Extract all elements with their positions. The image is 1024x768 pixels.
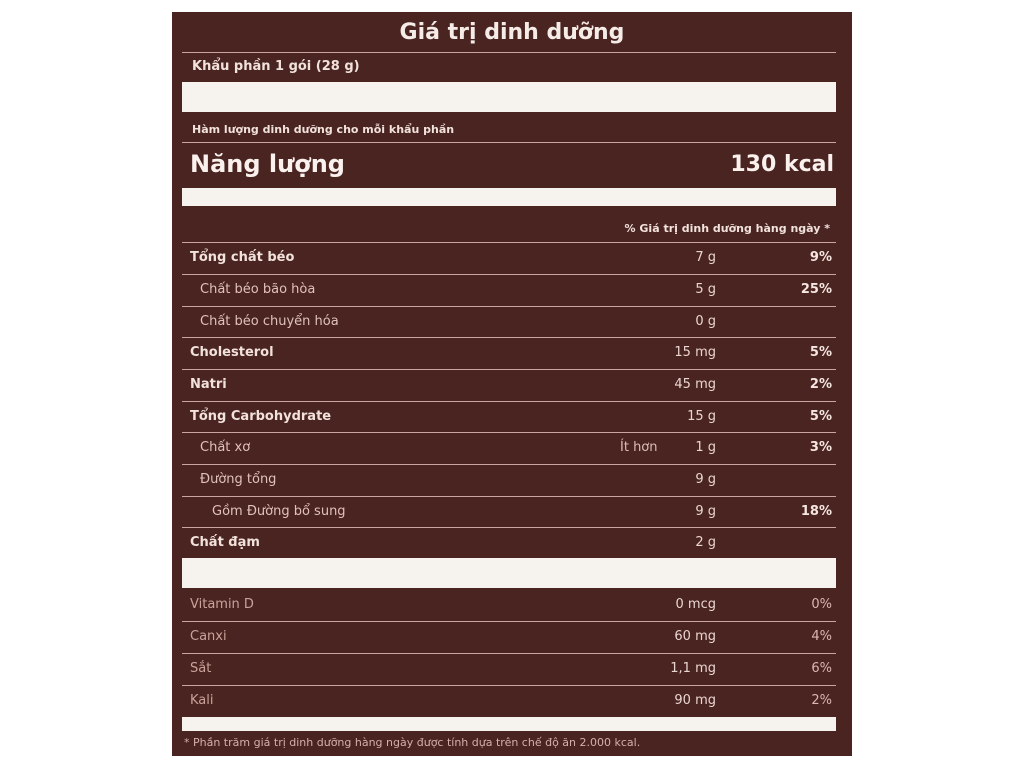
nutrient-dv: 2% <box>809 377 832 392</box>
nutrient-dv: 25% <box>800 282 832 297</box>
nutrient-name: Cholesterol <box>190 345 274 360</box>
energy-value: 130 kcal <box>730 152 834 177</box>
thick-divider <box>182 188 836 206</box>
mineral-amount: 1,1 mg <box>670 661 716 676</box>
nutrient-name: Đường tổng <box>200 472 277 487</box>
divider <box>182 142 836 143</box>
serving-size: Khẩu phần 1 gói (28 g) <box>192 59 360 74</box>
nutrient-amount: 2 g <box>695 535 716 550</box>
nutrient-row-added-sugars <box>182 497 836 528</box>
nutrient-amount: 15 mg <box>674 345 716 360</box>
mineral-amount: 60 mg <box>674 629 716 644</box>
label-title: Giá trị dinh dưỡng <box>399 20 625 45</box>
mineral-dv: 6% <box>811 661 832 676</box>
nutrient-amount: 7 g <box>695 250 716 265</box>
mineral-row-iron <box>182 654 836 685</box>
nutrient-name: Chất xơ <box>200 440 251 455</box>
nutrient-row-sodium <box>182 370 836 401</box>
nutrient-name: Natri <box>190 377 227 392</box>
mineral-amount: 0 mcg <box>675 597 716 612</box>
nutrition-facts-label <box>172 12 852 756</box>
nutrient-dv: 9% <box>809 250 832 265</box>
nutrient-dv: 18% <box>800 504 832 519</box>
nutrient-row-total-carbohydrate <box>182 402 836 433</box>
nutrient-row-total-sugars <box>182 465 836 496</box>
mineral-name: Canxi <box>190 629 227 644</box>
mineral-name: Kali <box>190 693 214 708</box>
nutrient-amount: 0 g <box>695 314 716 329</box>
nutrient-name: Chất đạm <box>190 535 260 550</box>
nutrient-name: Tổng chất béo <box>190 250 295 265</box>
nutrient-row-saturated-fat <box>182 275 836 306</box>
mineral-dv: 2% <box>811 693 832 708</box>
per-serving-text: Hàm lượng dinh dưỡng cho mỗi khẩu phần <box>192 123 455 136</box>
nutrient-row-cholesterol <box>182 338 836 369</box>
nutrient-name: Chất béo chuyển hóa <box>200 314 339 329</box>
daily-value-header: % Giá trị dinh dưỡng hàng ngày * <box>624 222 830 235</box>
nutrient-row-fiber <box>182 433 836 464</box>
nutrient-amount: 1 g <box>695 440 716 455</box>
nutrient-amount: 9 g <box>695 504 716 519</box>
mineral-row-calcium <box>182 622 836 653</box>
nutrient-note: Ít hơn <box>620 440 658 455</box>
thick-divider <box>182 717 836 731</box>
footnote: * Phần trăm giá trị dinh dưỡng hàng ngày được tính dựa trên chế độ ăn 2.000 kcal. <box>184 736 641 749</box>
mineral-amount: 90 mg <box>674 693 716 708</box>
mineral-row-potassium <box>182 686 836 717</box>
nutrient-row-protein <box>182 528 836 559</box>
mineral-name: Sắt <box>190 661 212 676</box>
mineral-name: Vitamin D <box>190 597 254 612</box>
nutrient-row-trans-fat <box>182 307 836 338</box>
mineral-dv: 0% <box>811 597 832 612</box>
nutrient-name: Tổng Carbohydrate <box>190 409 332 424</box>
energy-label: Năng lượng <box>190 150 345 178</box>
thick-divider <box>182 82 836 112</box>
nutrient-name: Gồm Đường bổ sung <box>212 504 346 519</box>
divider <box>182 52 836 53</box>
mineral-row-vitamin-d <box>182 590 836 621</box>
thick-divider <box>182 558 836 588</box>
nutrient-dv: 5% <box>809 345 832 360</box>
nutrient-name: Chất béo bão hòa <box>200 282 316 297</box>
nutrient-row-total-fat <box>182 243 836 274</box>
nutrient-amount: 5 g <box>695 282 716 297</box>
mineral-dv: 4% <box>811 629 832 644</box>
nutrient-amount: 15 g <box>687 409 716 424</box>
nutrient-dv: 3% <box>809 440 832 455</box>
nutrient-amount: 45 mg <box>674 377 716 392</box>
nutrient-amount: 9 g <box>695 472 716 487</box>
nutrient-dv: 5% <box>809 409 832 424</box>
